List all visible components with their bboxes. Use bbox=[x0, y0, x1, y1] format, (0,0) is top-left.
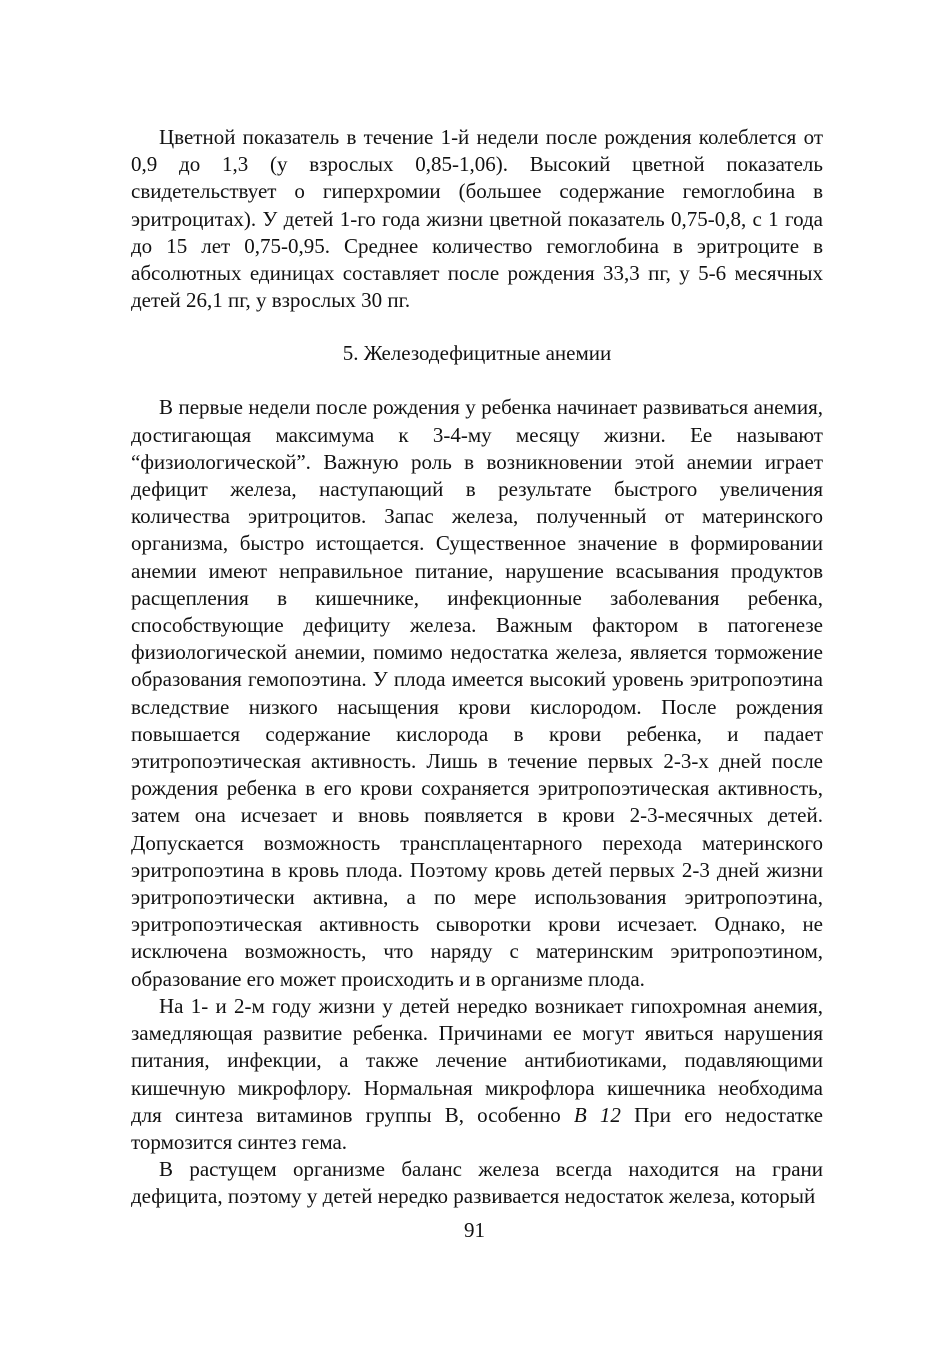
paragraph-hypochromic-anemia bbox=[131, 993, 823, 1156]
page-body bbox=[131, 124, 823, 1211]
paragraph-color-index: Цветной показатель в течение 1-й недели после рождения колеблется от 0,9 до 1,3 (у взрослых 0,85-1,06). Высокий цветной показатель свидетельствует о гиперхромии (большее содержание гемоглобина в эритроцитах). У детей 1-го года жизни цветной показатель 0,75-0,8, с 1 года до 15 лет 0,75-0,95. Среднее количество гемоглобина в эритроците в абсолютных единицах составляет после рождения 33,3 пг, у 5-6 месячных детей 26,1 пг, у взрослых 30 пг. bbox=[131, 125, 823, 313]
paragraph-3-text-start: На 1- и 2-м году жизни у детей нередко возникает гипохромная анемия, замедляющая развитие ребенка. Причинами ее могут явиться нарушения питания, инфекции, а также лечение антибиотиками, подавляющими кишечную микрофлору. Нормальная микрофлора кишечника необходима для синтеза витаминов группы В, особенно bbox=[131, 993, 823, 1127]
section-heading: 5. Железодефицитные анемии bbox=[342, 341, 612, 366]
paragraph-iron-balance: В растущем организме баланс железа всегда находится на грани дефицита, поэтому у детей нередко развивается недостаток железа, который bbox=[131, 1157, 823, 1209]
vitamin-b12-term: В 12 bbox=[573, 1102, 621, 1127]
paragraph-3-text-end: При его недостатке тормозится синтез гема. bbox=[131, 1102, 824, 1154]
page-number: 91 bbox=[464, 1218, 485, 1242]
paragraph-physiological-anemia: В первые недели после рождения у ребенка начинает развиваться анемия, достигающая максимума к 3-4-му месяцу жизни. Ее называют “физиологической”. Важную роль в возникновении этой анемии играет дефицит железа, наступающий в результате быстрого увеличения количества эритроцитов. Запас железа, полученный от материнского организма, быстро истощается. Существенное значение в формировании анемии имеют неправильное питание, нарушение всасывания продуктов расщепления в кишечнике, инфекционные заболевания ребенка, способствующие дефициту железа. Важным фактором в патогенезе физиологической анемии, помимо недостатка железа, является торможение образования гемопоэтина. У плода имеется высокий уровень эритропоэтина вследствие низкого насыщения крови кислородом. После рождения повышается содержание кислорода в крови ребенка, и падает этитропоэтическая активность. Лишь в течение первых 2-3-х дней после рождения ребенка в его крови сохраняется эритропоэтическая активность, затем она исчезает и вновь появляется в крови 2-3-месячных детей. Допускается возможность трансплацентарного перехода материнского эритропоэтина в кровь плода. Поэтому кровь детей первых 2-3 дней жизни эритропоэтически активна, а по мере использования эритропоэтина, эритропоэтическая активность сыворотки крови исчезает. Однако, не исключена возможность, что наряду с материнским эритропоэтином, образование его может происходить и в организме плода. bbox=[131, 395, 823, 991]
